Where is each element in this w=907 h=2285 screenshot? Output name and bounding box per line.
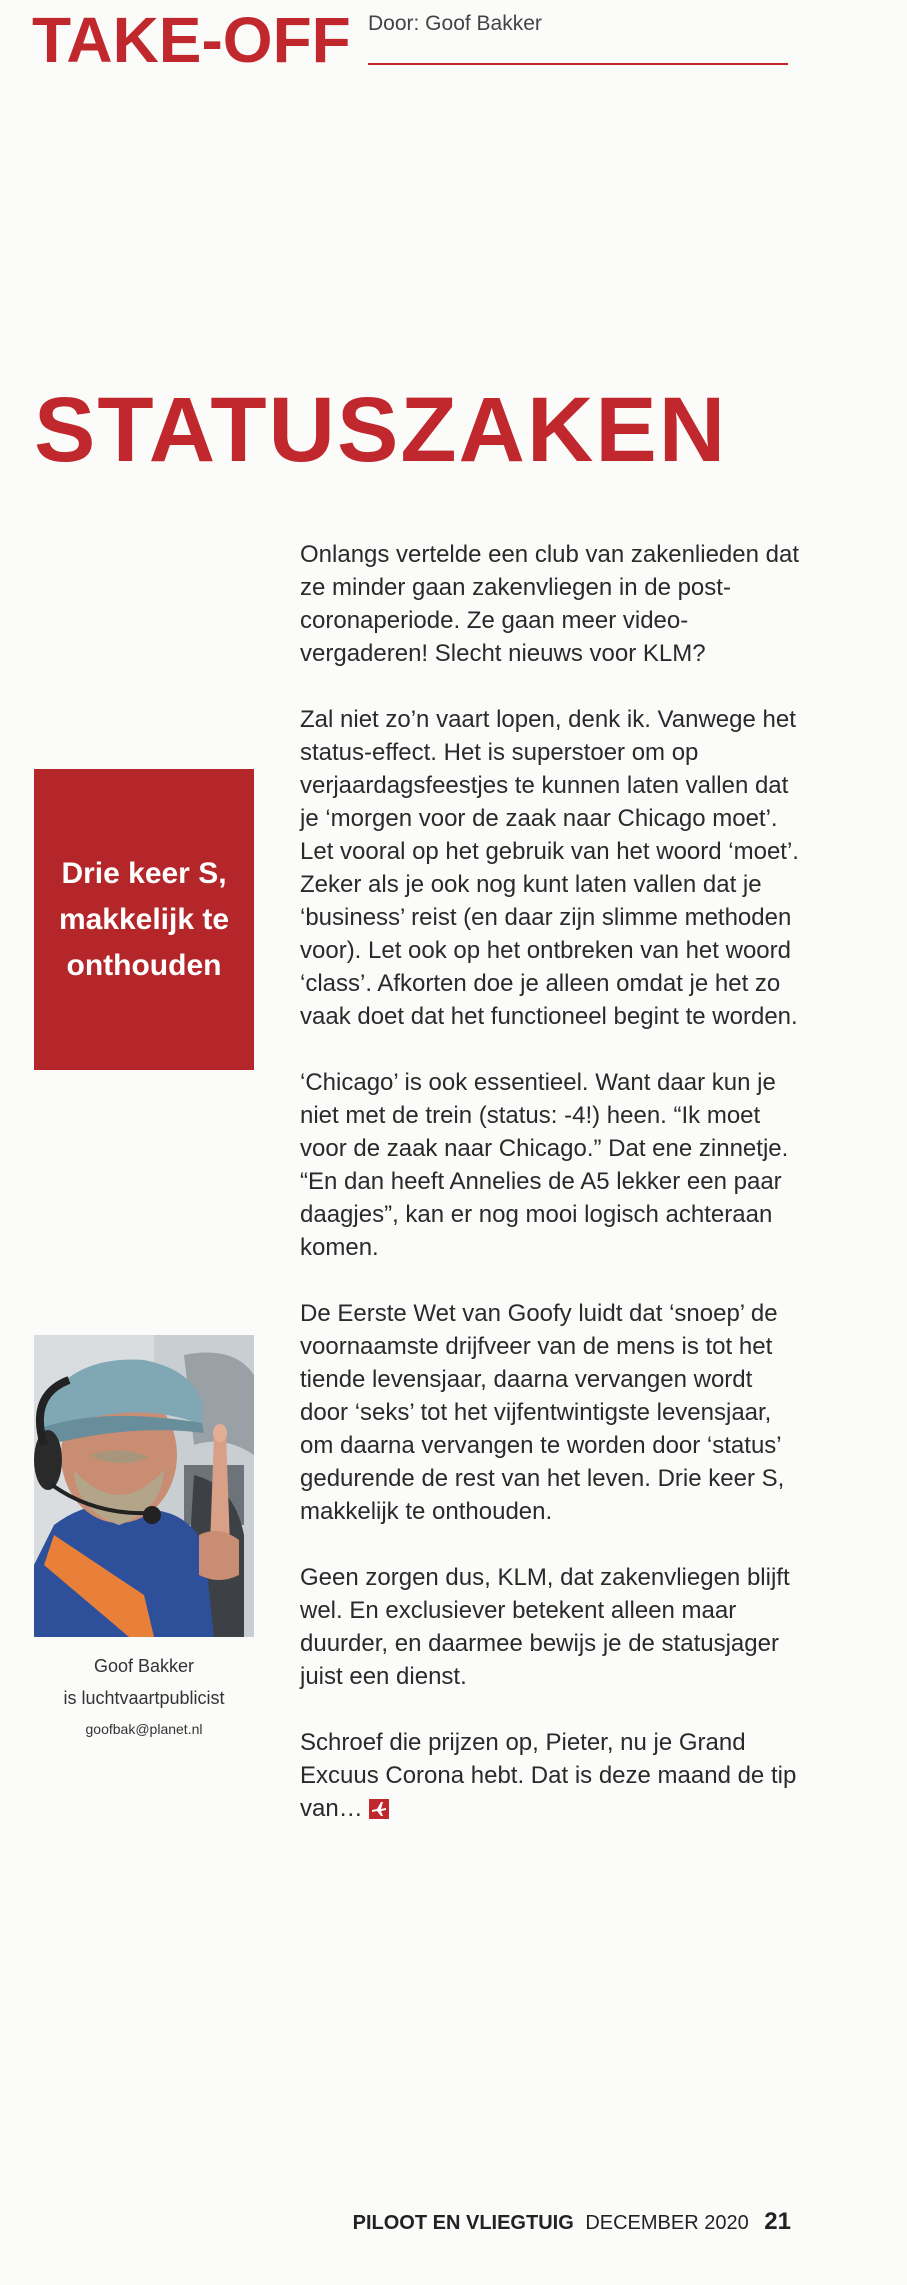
airplane-end-icon bbox=[369, 1795, 389, 1815]
pullquote-box bbox=[34, 769, 254, 1070]
author-photo bbox=[34, 1335, 254, 1637]
paragraph-4: De Eerste Wet van Goofy luidt dat ‘snoep’ de voornaamste drijfveer van de mens is tot het tiende levensjaar, daarna vervangen wordt door ‘seks’ tot het vijfentwintigste levensjaar, om daarna vervangen te worden door ‘status’ gedurende de rest van het leven. Drie keer S, makkelijk te onthouden. bbox=[300, 1300, 785, 1525]
article-body bbox=[300, 538, 800, 1858]
paragraph-6-wrapper bbox=[300, 1726, 800, 1825]
issue-date: DECEMBER 2020 bbox=[585, 2212, 749, 2234]
author-email: goofbak@planet.nl bbox=[85, 1721, 203, 1737]
byline-rule bbox=[368, 63, 788, 65]
page-footer bbox=[353, 2208, 791, 2236]
article-title: STATUSZAKEN bbox=[34, 379, 728, 481]
author-caption bbox=[34, 1650, 254, 1744]
magazine-name: PILOOT EN VLIEGTUIG bbox=[352, 2212, 574, 2234]
section-label: TAKE-OFF bbox=[32, 4, 351, 76]
pullquote-text: Drie keer S, makkelijk te onthouden bbox=[58, 856, 230, 982]
author-role: is luchtvaartpublicist bbox=[63, 1688, 225, 1708]
page-number: 21 bbox=[764, 2208, 791, 2235]
paragraph-2: Zal niet zo’n vaart lopen, denk ik. Vanwege het status-effect. Het is superstoer om op verjaardagsfeestjes te kunnen laten vallen dat je ‘morgen voor de zaak naar Chicago moet’. Let vooral op het gebruik van het woord ‘moet’. Zeker als je ook nog kunt laten vallen dat je ‘business’ reist (en daar zijn slimme methoden voor). Let ook op het ontbreken van het woord ‘class’. Afkorten doe je alleen omdat je het zo vaak doet dat het functioneel begint te worden. bbox=[300, 706, 799, 1030]
author-name: Goof Bakker bbox=[93, 1656, 195, 1676]
paragraph-1: Onlangs vertelde een club van zakenlieden dat ze minder gaan zakenvliegen in de post-coronaperiode. Ze gaan meer video-vergaderen! Slecht nieuws voor KLM? bbox=[300, 541, 800, 667]
byline: Door: Goof Bakker bbox=[368, 12, 542, 35]
paragraph-6: Schroef die prijzen op, Pieter, nu je Grand Excuus Corona hebt. Dat is deze maand de tip van… bbox=[300, 1729, 797, 1822]
paragraph-5: Geen zorgen dus, KLM, dat zakenvliegen blijft wel. En exclusiever betekent alleen maar duurder, en daarmee bewijs je de statusjager juist een dienst. bbox=[300, 1564, 790, 1690]
paragraph-3: ‘Chicago’ is ook essentieel. Want daar kun je niet met de trein (status: -4!) heen. “Ik moet voor de zaak naar Chicago.” Dat ene zinnetje. “En dan heeft Annelies de A5 lekker een paar daagjes”, kan er nog mooi logisch achteraan komen. bbox=[300, 1069, 789, 1261]
